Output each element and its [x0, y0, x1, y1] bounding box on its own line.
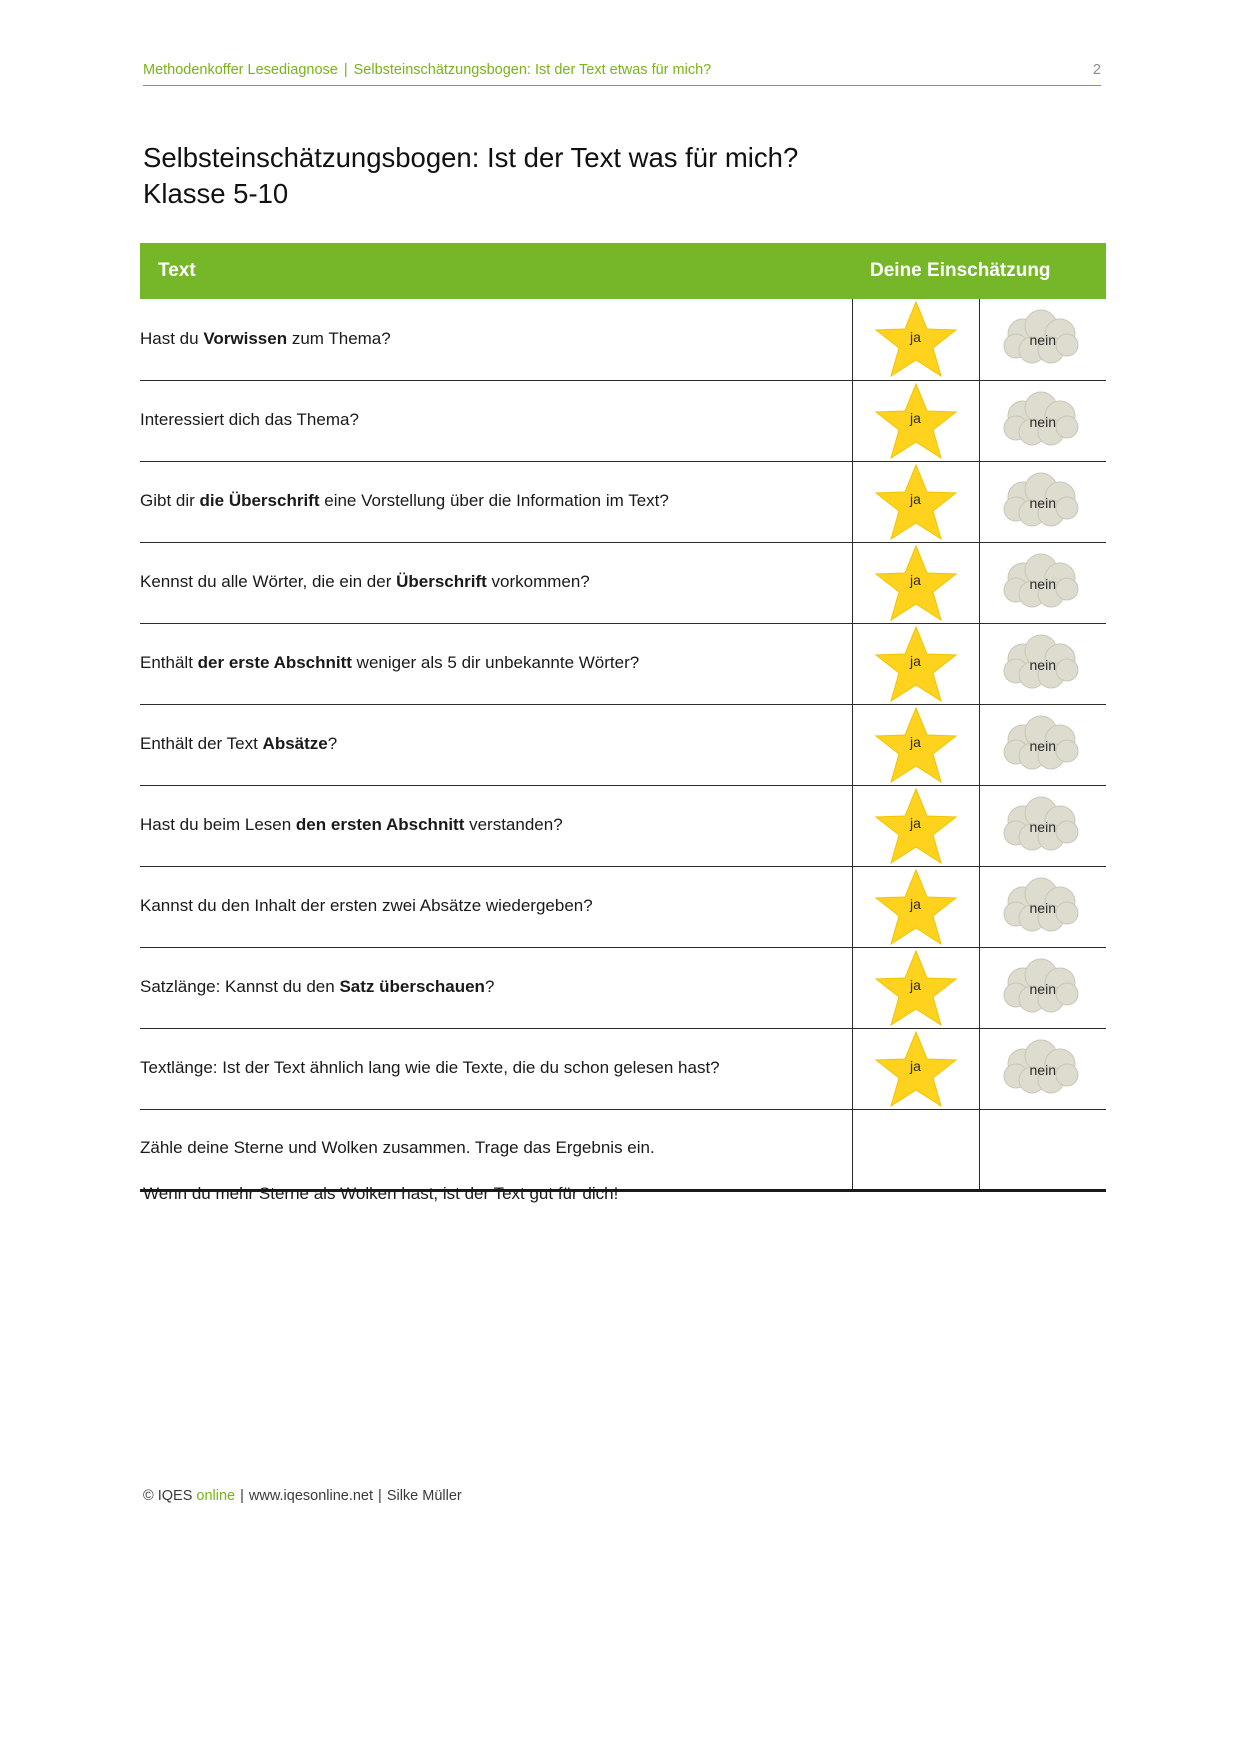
answer-no-cell[interactable]	[979, 704, 1106, 785]
star-icon	[874, 948, 958, 1028]
cloud-icon	[997, 795, 1089, 857]
question-text: Kennst du alle Wörter, die ein der Überschrift vorkommen?	[140, 542, 852, 623]
question-text: Interessiert dich das Thema?	[140, 380, 852, 461]
header-doc-subtitle: Selbsteinschätzungsbogen: Ist der Text etwas für mich?	[353, 62, 712, 78]
cloud-icon	[997, 1038, 1089, 1100]
cloud-icon	[997, 633, 1089, 695]
answer-yes-cell[interactable]	[852, 542, 979, 623]
header-separator: |	[343, 62, 348, 78]
star-icon	[874, 543, 958, 623]
cloud-icon	[997, 308, 1089, 370]
cloud-icon	[997, 957, 1089, 1019]
question-text: Satzlänge: Kannst du den Satz überschauen?	[140, 947, 852, 1028]
table-row	[140, 542, 1106, 623]
header-doc-title: Methodenkoffer Lesediagnose	[143, 62, 338, 78]
question-text: Hast du beim Lesen den ersten Abschnitt verstanden?	[140, 785, 852, 866]
answer-no-cell[interactable]	[979, 866, 1106, 947]
answer-no-label: nein	[1029, 818, 1056, 835]
answer-yes-cell[interactable]	[852, 461, 979, 542]
column-header-assessment: Deine Einschätzung	[852, 243, 1106, 299]
answer-no-label: nein	[1029, 899, 1056, 916]
star-icon	[874, 786, 958, 866]
answer-yes-cell	[852, 1109, 979, 1190]
answer-yes-cell[interactable]	[852, 785, 979, 866]
star-icon	[874, 867, 958, 947]
table-row	[140, 704, 1106, 785]
answer-yes-label: ja	[910, 815, 921, 832]
question-text: Textlänge: Ist der Text ähnlich lang wie die Texte, die du schon gelesen hast?	[140, 1028, 852, 1109]
table-row	[140, 785, 1106, 866]
question-text: Gibt dir die Überschrift eine Vorstellung über die Information im Text?	[140, 461, 852, 542]
table-row	[140, 1109, 1106, 1190]
answer-yes-cell[interactable]	[852, 299, 979, 380]
table-row	[140, 380, 1106, 461]
answer-yes-label: ja	[910, 896, 921, 913]
footer-separator-2: |	[378, 1488, 382, 1504]
star-icon	[874, 381, 958, 461]
cloud-icon	[997, 390, 1089, 452]
answer-yes-label: ja	[910, 977, 921, 994]
question-text: Hast du Vorwissen zum Thema?	[140, 299, 852, 380]
question-text: Enthält der Text Absätze?	[140, 704, 852, 785]
answer-no-cell[interactable]	[979, 1028, 1106, 1109]
footer-separator-1: |	[240, 1488, 244, 1504]
answer-no-cell[interactable]	[979, 461, 1106, 542]
answer-no-cell	[979, 1109, 1106, 1190]
assessment-sheet	[140, 243, 1106, 1192]
page-number: 2	[1092, 62, 1101, 78]
page-title	[143, 140, 1103, 213]
star-icon	[874, 462, 958, 542]
result-note: Wenn du mehr Sterne als Wolken hast, ist der Text gut für dich!	[143, 1184, 619, 1203]
question-emphasis: die Überschrift	[199, 491, 320, 511]
question-emphasis: den ersten Abschnitt	[295, 815, 465, 835]
table-head	[140, 243, 1106, 299]
question-text: Zähle deine Sterne und Wolken zusammen. Trage das Ergebnis ein.	[140, 1109, 852, 1190]
footer-brand-accent: online	[196, 1488, 236, 1504]
table-body	[140, 299, 1106, 1190]
star-icon	[874, 1029, 958, 1109]
answer-no-cell[interactable]	[979, 947, 1106, 1028]
table-header-row	[140, 243, 1106, 299]
question-emphasis: Satz überschauen	[339, 977, 485, 997]
answer-yes-label: ja	[910, 1058, 921, 1075]
answer-yes-label: ja	[910, 328, 921, 345]
answer-no-label: nein	[1029, 656, 1056, 673]
page-title-line-2: Klasse 5-10	[143, 178, 289, 210]
footer-website: www.iqesonline.net	[248, 1488, 374, 1504]
cloud-icon	[997, 471, 1089, 533]
footer-author: Silke Müller	[386, 1488, 462, 1504]
answer-no-label: nein	[1029, 413, 1056, 430]
assessment-table	[140, 243, 1106, 1192]
answer-no-label: nein	[1029, 737, 1056, 754]
page-title-line-1: Selbsteinschätzungsbogen: Ist der Text was für mich?	[143, 142, 799, 173]
star-icon	[874, 299, 958, 379]
answer-yes-cell[interactable]	[852, 1028, 979, 1109]
answer-no-cell[interactable]	[979, 380, 1106, 461]
answer-yes-cell[interactable]	[852, 866, 979, 947]
table-row	[140, 1028, 1106, 1109]
table-row	[140, 299, 1106, 380]
answer-yes-label: ja	[910, 491, 921, 508]
answer-no-cell[interactable]	[979, 299, 1106, 380]
question-text: Enthält der erste Abschnitt weniger als 5 dir unbekannte Wörter?	[140, 623, 852, 704]
answer-no-label: nein	[1029, 575, 1056, 592]
table-row	[140, 947, 1106, 1028]
page-footer	[143, 1488, 462, 1504]
answer-no-label: nein	[1029, 494, 1056, 511]
answer-no-cell[interactable]	[979, 785, 1106, 866]
column-header-text: Text	[140, 243, 852, 299]
answer-yes-label: ja	[910, 410, 921, 427]
table-row	[140, 461, 1106, 542]
header-left-group	[143, 62, 711, 78]
header-rule	[143, 62, 1101, 86]
question-emphasis: Überschrift	[396, 572, 487, 592]
page-header	[143, 62, 1101, 86]
answer-no-label: nein	[1029, 1061, 1056, 1078]
cloud-icon	[997, 552, 1089, 614]
star-icon	[874, 705, 958, 785]
question-emphasis: Vorwissen	[203, 329, 288, 349]
answer-yes-cell[interactable]	[852, 704, 979, 785]
question-emphasis: Absätze	[262, 734, 328, 754]
answer-yes-cell[interactable]	[852, 623, 979, 704]
answer-yes-label: ja	[910, 734, 921, 751]
table-row	[140, 623, 1106, 704]
answer-no-label: nein	[1029, 332, 1056, 349]
question-emphasis: der erste Abschnitt	[197, 653, 352, 673]
answer-yes-label: ja	[910, 572, 921, 589]
answer-no-label: nein	[1029, 980, 1056, 997]
table-row	[140, 866, 1106, 947]
footer-copyright: © IQES	[143, 1488, 193, 1504]
answer-yes-label: ja	[910, 653, 921, 670]
answer-no-cell[interactable]	[979, 542, 1106, 623]
question-text: Kannst du den Inhalt der ersten zwei Absätze wiedergeben?	[140, 866, 852, 947]
answer-yes-cell[interactable]	[852, 947, 979, 1028]
cloud-icon	[997, 876, 1089, 938]
answer-yes-cell[interactable]	[852, 380, 979, 461]
answer-no-cell[interactable]	[979, 623, 1106, 704]
cloud-icon	[997, 714, 1089, 776]
star-icon	[874, 624, 958, 704]
